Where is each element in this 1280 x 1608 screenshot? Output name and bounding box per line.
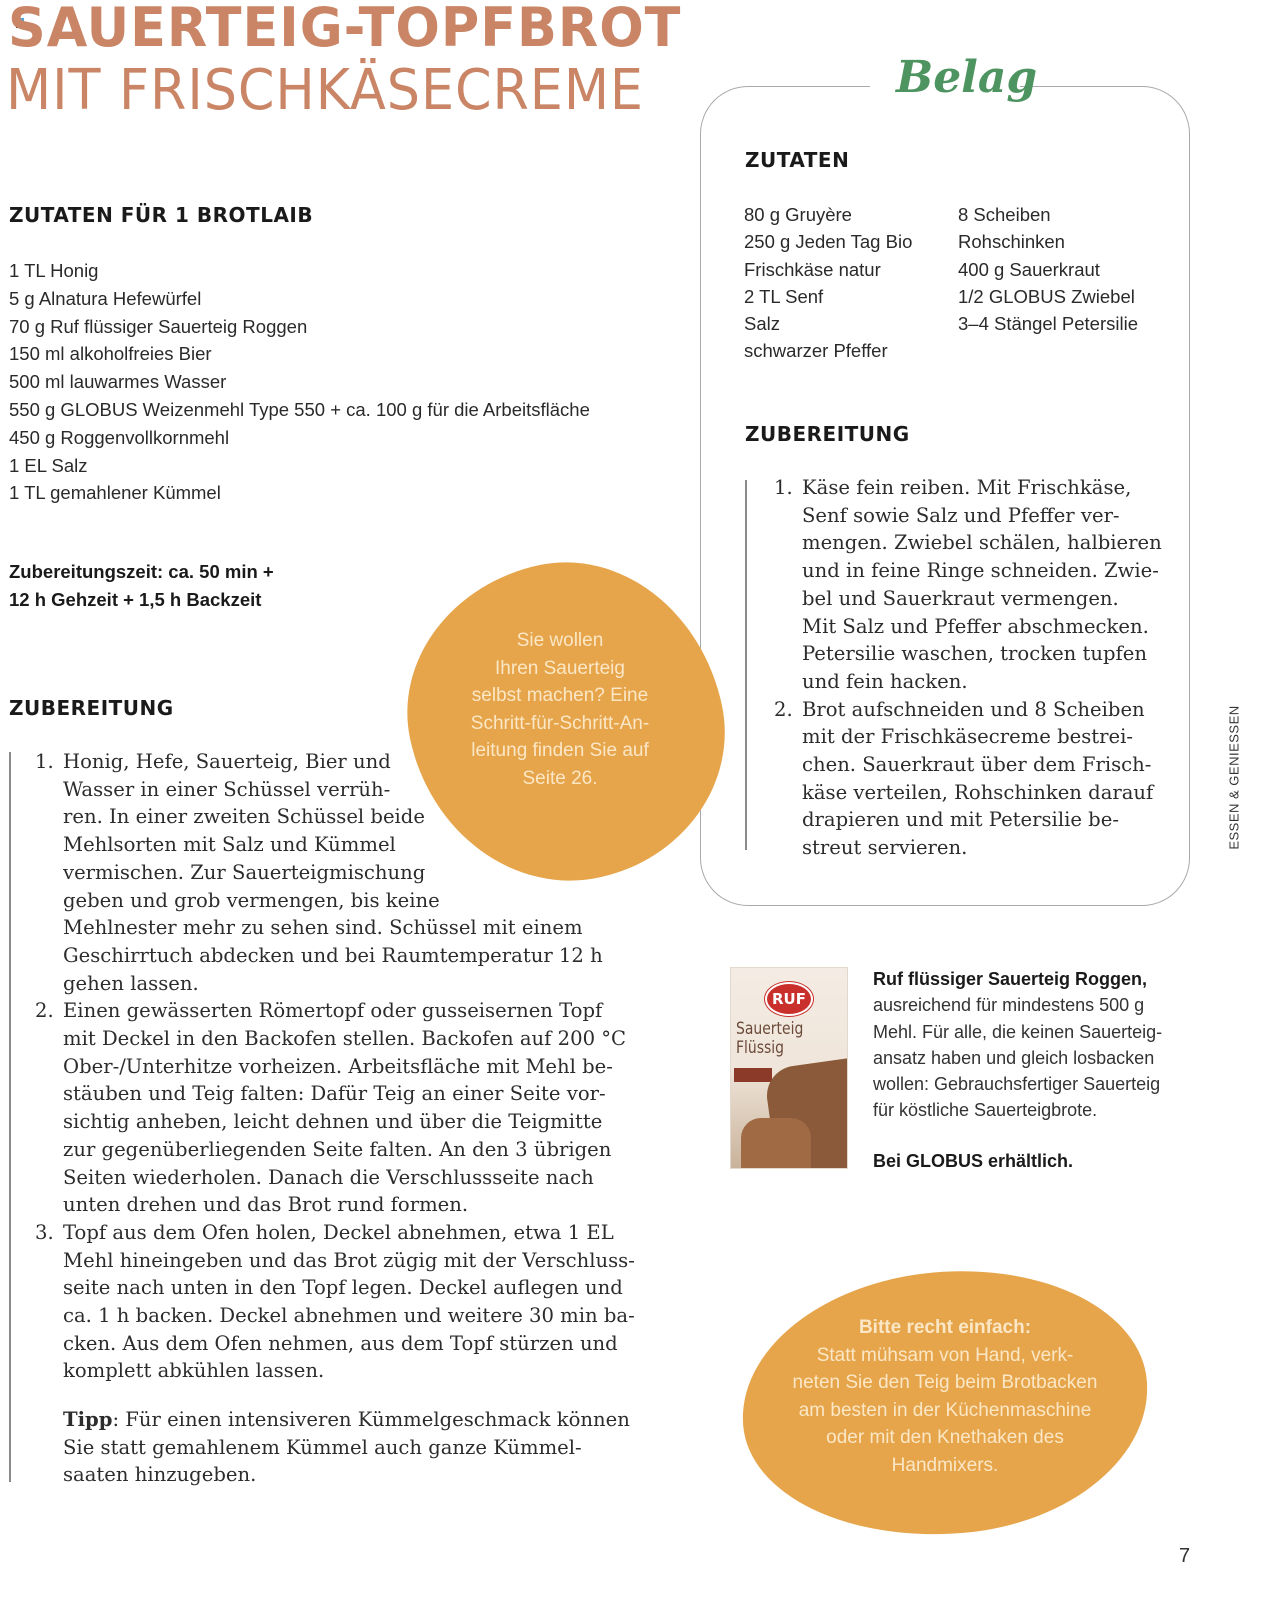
ingredient-item: 70 g Ruf flüssiger Sauerteig Roggen — [9, 315, 308, 337]
prep-time — [9, 558, 274, 614]
callout-line: Sie wollen — [516, 630, 604, 651]
callout-line: leitung finden Sie auf — [471, 740, 649, 761]
ingredient-item: 550 g GLOBUS Weizenmehl Type 550 + ca. 100 g für die Arbeitsfläche — [9, 398, 590, 420]
callout-line: selbst machen? Eine — [471, 685, 649, 706]
ingredient-item: 150 ml alkoholfreies Bier — [9, 343, 212, 365]
product-label — [736, 1020, 803, 1058]
step-line: komplett abkühlen lassen. — [63, 1359, 325, 1383]
callout-line: Statt mühsam von Hand, verk- — [816, 1344, 1074, 1366]
product-desc-line: für köstliche Sauerteigbrote. — [873, 1100, 1098, 1121]
step-line: Mehlsorten mit Salz und Kümmel — [63, 833, 396, 857]
step-line: Honig, Hefe, Sauerteig, Bier und — [63, 750, 391, 773]
ingredient-item: 2 TL Senf — [744, 285, 824, 307]
bread-slices — [741, 1118, 811, 1169]
product-label-line: Flüssig — [736, 1038, 784, 1058]
ingredient-item: Rohschinken — [958, 231, 1065, 253]
ingredient-item: 3–4 Stängel Petersilie — [958, 313, 1138, 335]
bread-tip — [63, 1406, 663, 1489]
product-label-line: Sauerteig — [736, 1019, 804, 1039]
topping-step — [748, 696, 1188, 862]
callout-line: neten Sie den Teig beim Brotbacken — [792, 1372, 1098, 1393]
step-line: unten drehen und das Brot rund formen. — [63, 1193, 469, 1217]
step-line: käse verteilen, Rohschinken darauf — [802, 780, 1154, 804]
topping-ingredients-heading: ZUTATEN — [745, 148, 850, 172]
step-line: Brot aufschneiden und 8 Scheiben — [802, 697, 1145, 721]
step-line: cken. Aus dem Ofen nehmen, aus dem Topf stürzen und — [63, 1331, 618, 1355]
product-name: Ruf flüssiger Sauerteig Roggen, — [873, 969, 1148, 989]
step-line: Käse fein reiben. Mit Frischkäse, — [802, 476, 1132, 499]
product-desc-line: wollen: Gebrauchsfertiger Sauerteig — [873, 1074, 1161, 1095]
step-line: Mehl hineingeben und das Brot zügig mit der Verschluss- — [63, 1248, 635, 1272]
ingredient-item: 8 Scheiben — [958, 204, 1051, 225]
step-line: Einen gewässerten Römertopf oder gusseisernen Topf — [63, 999, 603, 1023]
step-line: Petersilie waschen, trocken tupfen — [802, 642, 1148, 666]
ingredient-item: schwarzer Pfeffer — [744, 340, 888, 362]
step-line: mit der Frischkäsecreme bestrei- — [802, 725, 1134, 749]
step-line: Wasser in einer Schüssel verrüh- — [63, 777, 391, 801]
step-line: sichtig anheben, leicht dehnen und über die Teigmitte — [63, 1110, 603, 1134]
tip-callout-heading: Bitte recht einfach: — [858, 1317, 1032, 1338]
step-number: 3. — [35, 1220, 54, 1244]
ingredient-item: 1/2 GLOBUS Zwiebel — [958, 285, 1135, 307]
sourdough-callout-text — [440, 627, 680, 792]
topping-ingredients-col-1 — [744, 201, 912, 365]
product-variant-tag — [734, 1068, 772, 1082]
step-line: streut servieren. — [802, 836, 968, 860]
topping-badge: Belag — [896, 52, 1038, 103]
prep-time-line-2: 12 h Gehzeit + 1,5 h Backzeit — [9, 589, 262, 610]
callout-line: oder mit den Knethaken des — [826, 1427, 1064, 1448]
step-line: seite nach unten in den Topf legen. Deckel auflegen und — [63, 1276, 623, 1300]
ingredient-item: Frischkäse natur — [744, 258, 881, 280]
ingredient-item: 1 EL Salz — [9, 454, 88, 476]
step-line: zur gegenüberliegenden Seite falten. An den 3 übrigen — [63, 1137, 612, 1161]
step-line: chen. Sauerkraut über dem Frisch- — [802, 753, 1152, 777]
step-line: ren. In einer zweiten Schüssel beide — [63, 805, 425, 829]
bread-ingredients-list — [9, 257, 590, 507]
step-line: Seiten wiederholen. Danach die Verschlussseite nach — [63, 1165, 594, 1189]
bread-step — [9, 997, 649, 1219]
step-line: Senf sowie Salz und Pfeffer ver- — [802, 503, 1120, 527]
step-line: und in feine Ringe schneiden. Zwie- — [802, 559, 1159, 583]
ingredient-item: 500 ml lauwarmes Wasser — [9, 371, 227, 393]
step-line: und fein hacken. — [802, 669, 968, 693]
ingredient-item: 1 TL gemahlener Kümmel — [9, 482, 221, 504]
tip-text: : Für einen intensiveren Kümmelgeschmack können — [112, 1408, 630, 1431]
ingredient-item: 450 g Roggenvollkornmehl — [9, 426, 230, 448]
callout-line: Ihren Sauerteig — [495, 657, 625, 679]
step-line: Mit Salz und Pfeffer abschmecken. — [802, 614, 1149, 638]
callout-line: am besten in der Küchenmaschine — [798, 1399, 1092, 1421]
step-line: Geschirrtuch abdecken und bei Raumtemperatur 12 h — [63, 943, 603, 967]
topping-step — [748, 474, 1188, 696]
callout-line: Seite 26. — [522, 767, 598, 789]
step-line: gehen lassen. — [63, 971, 199, 995]
prep-time-line-1: Zubereitungszeit: ca. 50 min + — [9, 561, 274, 582]
bread-ingredients-heading: ZUTATEN FÜR 1 BROTLAIB — [9, 203, 314, 227]
product-desc-line: ansatz haben und gleich losbacken — [873, 1047, 1155, 1068]
title-line-2: MIT FRISCHKÄSECREME — [6, 58, 644, 123]
tip-line: saaten hinzugeben. — [63, 1463, 257, 1487]
step-line: Topf aus dem Ofen holen, Deckel abnehmen, etwa 1 EL — [63, 1220, 614, 1244]
step-line: drapieren und mit Petersilie be- — [802, 808, 1119, 832]
step-line: ca. 1 h backen. Deckel abnehmen und weitere 30 min ba- — [63, 1304, 635, 1328]
step-number: 2. — [35, 999, 54, 1023]
product-image — [730, 967, 848, 1169]
tip-line — [63, 1406, 663, 1434]
topping-steps-heading: ZUBEREITUNG — [745, 422, 910, 446]
title-line-1: SAUERTEIG-TOPFBROT — [8, 0, 682, 59]
step-number: 2. — [774, 697, 793, 721]
step-line: geben und grob vermengen, bis keine — [63, 888, 440, 912]
bread-step — [9, 1219, 649, 1385]
ingredient-item: Salz — [744, 313, 780, 335]
step-line: bel und Sauerkraut vermengen. — [802, 586, 1119, 610]
ruf-logo: RUF — [765, 982, 813, 1016]
topping-steps-rule — [745, 480, 747, 850]
ingredient-item: 5 g Alnatura Hefewürfel — [9, 287, 202, 309]
tip-callout-text — [770, 1314, 1120, 1479]
ingredient-item: 1 TL Honig — [9, 260, 99, 281]
callout-line: Handmixers. — [891, 1454, 999, 1476]
step-line: Ober-/Unterhitze vorheizen. Arbeitsfläche mit Mehl be- — [63, 1054, 613, 1078]
step-line: mit Deckel in den Backofen stellen. Backofen auf 200 °C — [63, 1027, 627, 1051]
product-description — [873, 966, 1203, 1174]
step-line: vermischen. Zur Sauerteigmischung — [63, 860, 426, 884]
tip-line: Sie statt gemahlenem Kümmel auch ganze Kümmel- — [63, 1435, 582, 1459]
step-number: 1. — [35, 750, 54, 773]
tip-label: Tipp — [63, 1408, 113, 1431]
step-line: mengen. Zwiebel schälen, halbieren — [802, 531, 1162, 555]
step-line: stäuben und Teig falten: Dafür Teig an einer Seite vor- — [63, 1082, 606, 1106]
topping-steps-list — [748, 474, 1188, 862]
ingredient-item: 80 g Gruyère — [744, 204, 852, 225]
page-number: 7 — [1179, 1545, 1191, 1567]
step-line: Mehlnester mehr zu sehen sind. Schüssel mit einem — [63, 916, 583, 940]
ingredient-item: 400 g Sauerkraut — [958, 258, 1100, 280]
product-desc-line: ausreichend für mindestens 500 g — [873, 995, 1145, 1016]
section-side-label: ESSEN & GENIESSEN — [1226, 705, 1242, 850]
product-availability: Bei GLOBUS erhältlich. — [873, 1150, 1074, 1171]
ingredient-item: 250 g Jeden Tag Bio — [744, 231, 913, 253]
step-number: 1. — [774, 476, 793, 499]
bread-steps-heading: ZUBEREITUNG — [9, 696, 174, 720]
topping-ingredients-col-2 — [958, 201, 1138, 337]
product-desc-line: Mehl. Für alle, die keinen Sauerteig- — [873, 1021, 1163, 1042]
callout-line: Schritt-für-Schritt-An- — [470, 712, 650, 734]
